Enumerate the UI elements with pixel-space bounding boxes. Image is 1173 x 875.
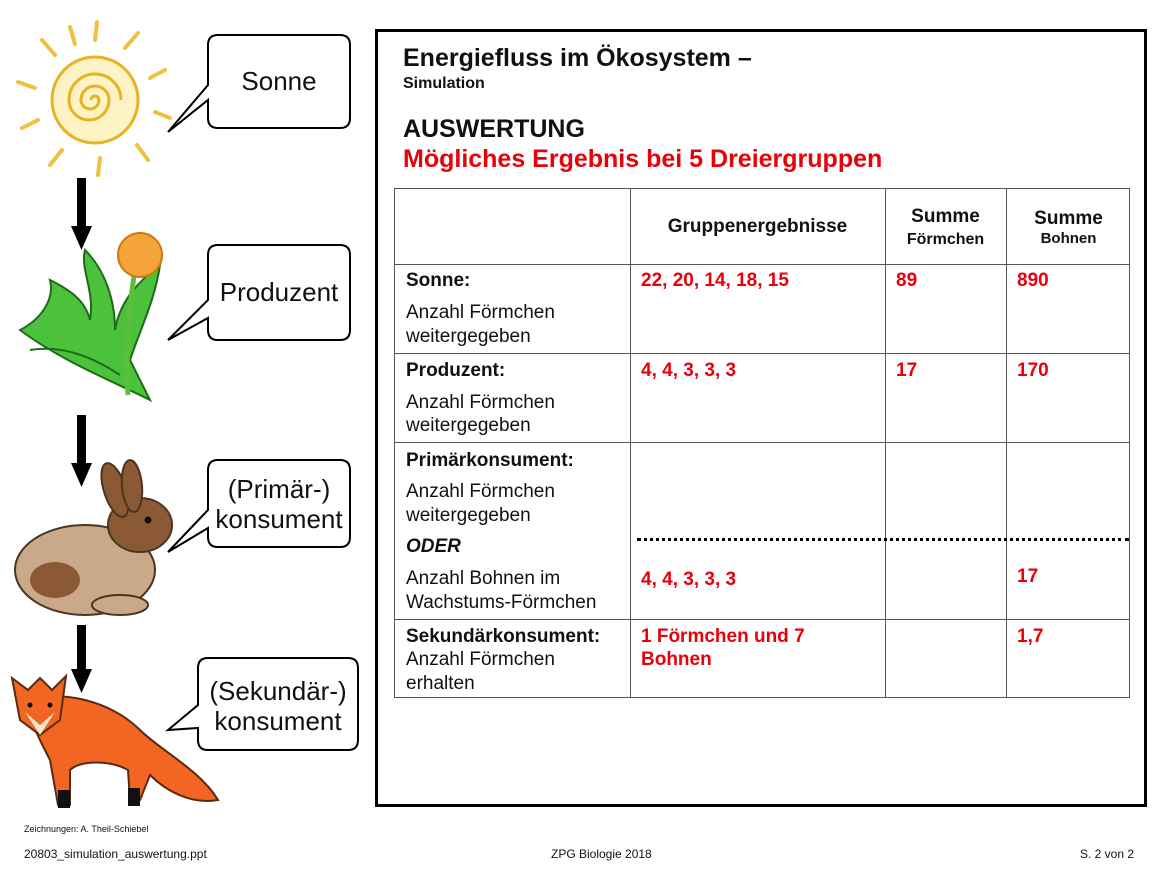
row-primary-desc-2: weitergegeben — [406, 505, 531, 526]
row-producer-results: 4, 4, 3, 3, 3 — [641, 360, 737, 381]
sun-label: Sonne — [241, 66, 317, 96]
dandelion-icon — [20, 233, 162, 400]
section-heading: AUSWERTUNG — [403, 115, 585, 143]
rabbit-icon — [15, 459, 172, 615]
row-divider — [395, 264, 1129, 265]
row-secondary-desc-2: erhalten — [406, 673, 475, 694]
header-sum-forms-top: Summe — [911, 206, 980, 227]
row-primary-alt-1: Anzahl Bohnen im — [406, 568, 561, 589]
row-sun-desc-1: Anzahl Förmchen — [406, 302, 555, 323]
header-sum-beans-bottom: Bohnen — [1040, 230, 1097, 247]
column-divider — [630, 189, 631, 697]
row-primary-label: Primärkonsument: — [406, 450, 574, 471]
row-secondary-sum-beans: 1,7 — [1017, 626, 1044, 647]
row-producer-desc-2: weitergegeben — [406, 415, 531, 436]
row-primary-results: 4, 4, 3, 3, 3 — [641, 569, 737, 590]
results-table — [394, 188, 1130, 698]
secondary-consumer-label-2: konsument — [214, 706, 342, 736]
row-sun-label: Sonne: — [406, 270, 471, 291]
row-sun-results: 22, 20, 14, 18, 15 — [641, 270, 789, 291]
row-producer-label: Produzent: — [406, 360, 506, 381]
row-primary-alt-2: Wachstums-Förmchen — [406, 592, 597, 613]
row-primary-oder: ODER — [406, 536, 461, 557]
row-producer-sum-beans: 170 — [1017, 360, 1049, 381]
secondary-consumer-label-1: (Sekundär-) — [209, 676, 347, 706]
header-group-results: Gruppenergebnisse — [667, 216, 848, 237]
primary-consumer-label-2: konsument — [215, 504, 343, 534]
row-primary-sum-beans: 17 — [1017, 566, 1039, 587]
footer-center: ZPG Biologie 2018 — [551, 847, 652, 861]
arrow-down-icon — [71, 415, 92, 487]
row-divider — [395, 619, 1129, 620]
producer-label: Produzent — [219, 277, 339, 307]
row-sun-sum-forms: 89 — [896, 270, 918, 291]
section-subheading: Mögliches Ergebnis bei 5 Dreiergruppen — [403, 145, 883, 173]
row-secondary-results-2: Bohnen — [641, 649, 712, 670]
row-sun-sum-beans: 890 — [1017, 270, 1049, 291]
footer-page-number: S. 2 von 2 — [1080, 847, 1135, 861]
row-producer-sum-forms: 17 — [896, 360, 918, 381]
illustration-credit: Zeichnungen: A. Theil-Schiebel — [24, 824, 149, 834]
page-title: Energiefluss im Ökosystem – — [403, 44, 752, 72]
fox-icon — [12, 676, 218, 808]
row-divider — [395, 353, 1129, 354]
column-divider — [1006, 189, 1007, 697]
row-producer-desc-1: Anzahl Förmchen — [406, 392, 555, 413]
dotted-separator — [637, 538, 1129, 541]
row-sun-desc-2: weitergegeben — [406, 326, 531, 347]
sun-icon — [18, 22, 170, 175]
column-divider — [885, 189, 886, 697]
row-divider — [395, 442, 1129, 443]
header-sum-beans-top: Summe — [1034, 208, 1103, 229]
row-secondary-desc-1: Anzahl Förmchen — [406, 649, 555, 670]
page-subtitle: Simulation — [403, 75, 485, 92]
food-chain-illustration — [0, 0, 380, 875]
arrow-down-icon — [71, 178, 92, 250]
arrow-down-icon — [71, 625, 92, 693]
row-secondary-results-1: 1 Förmchen und 7 — [641, 626, 805, 647]
row-primary-desc-1: Anzahl Förmchen — [406, 481, 555, 502]
header-sum-forms-bottom: Förmchen — [906, 231, 985, 248]
row-secondary-label: Sekundärkonsument: — [406, 626, 601, 647]
primary-consumer-label-1: (Primär-) — [227, 474, 331, 504]
footer-filename: 20803_simulation_auswertung.ppt — [24, 847, 207, 861]
